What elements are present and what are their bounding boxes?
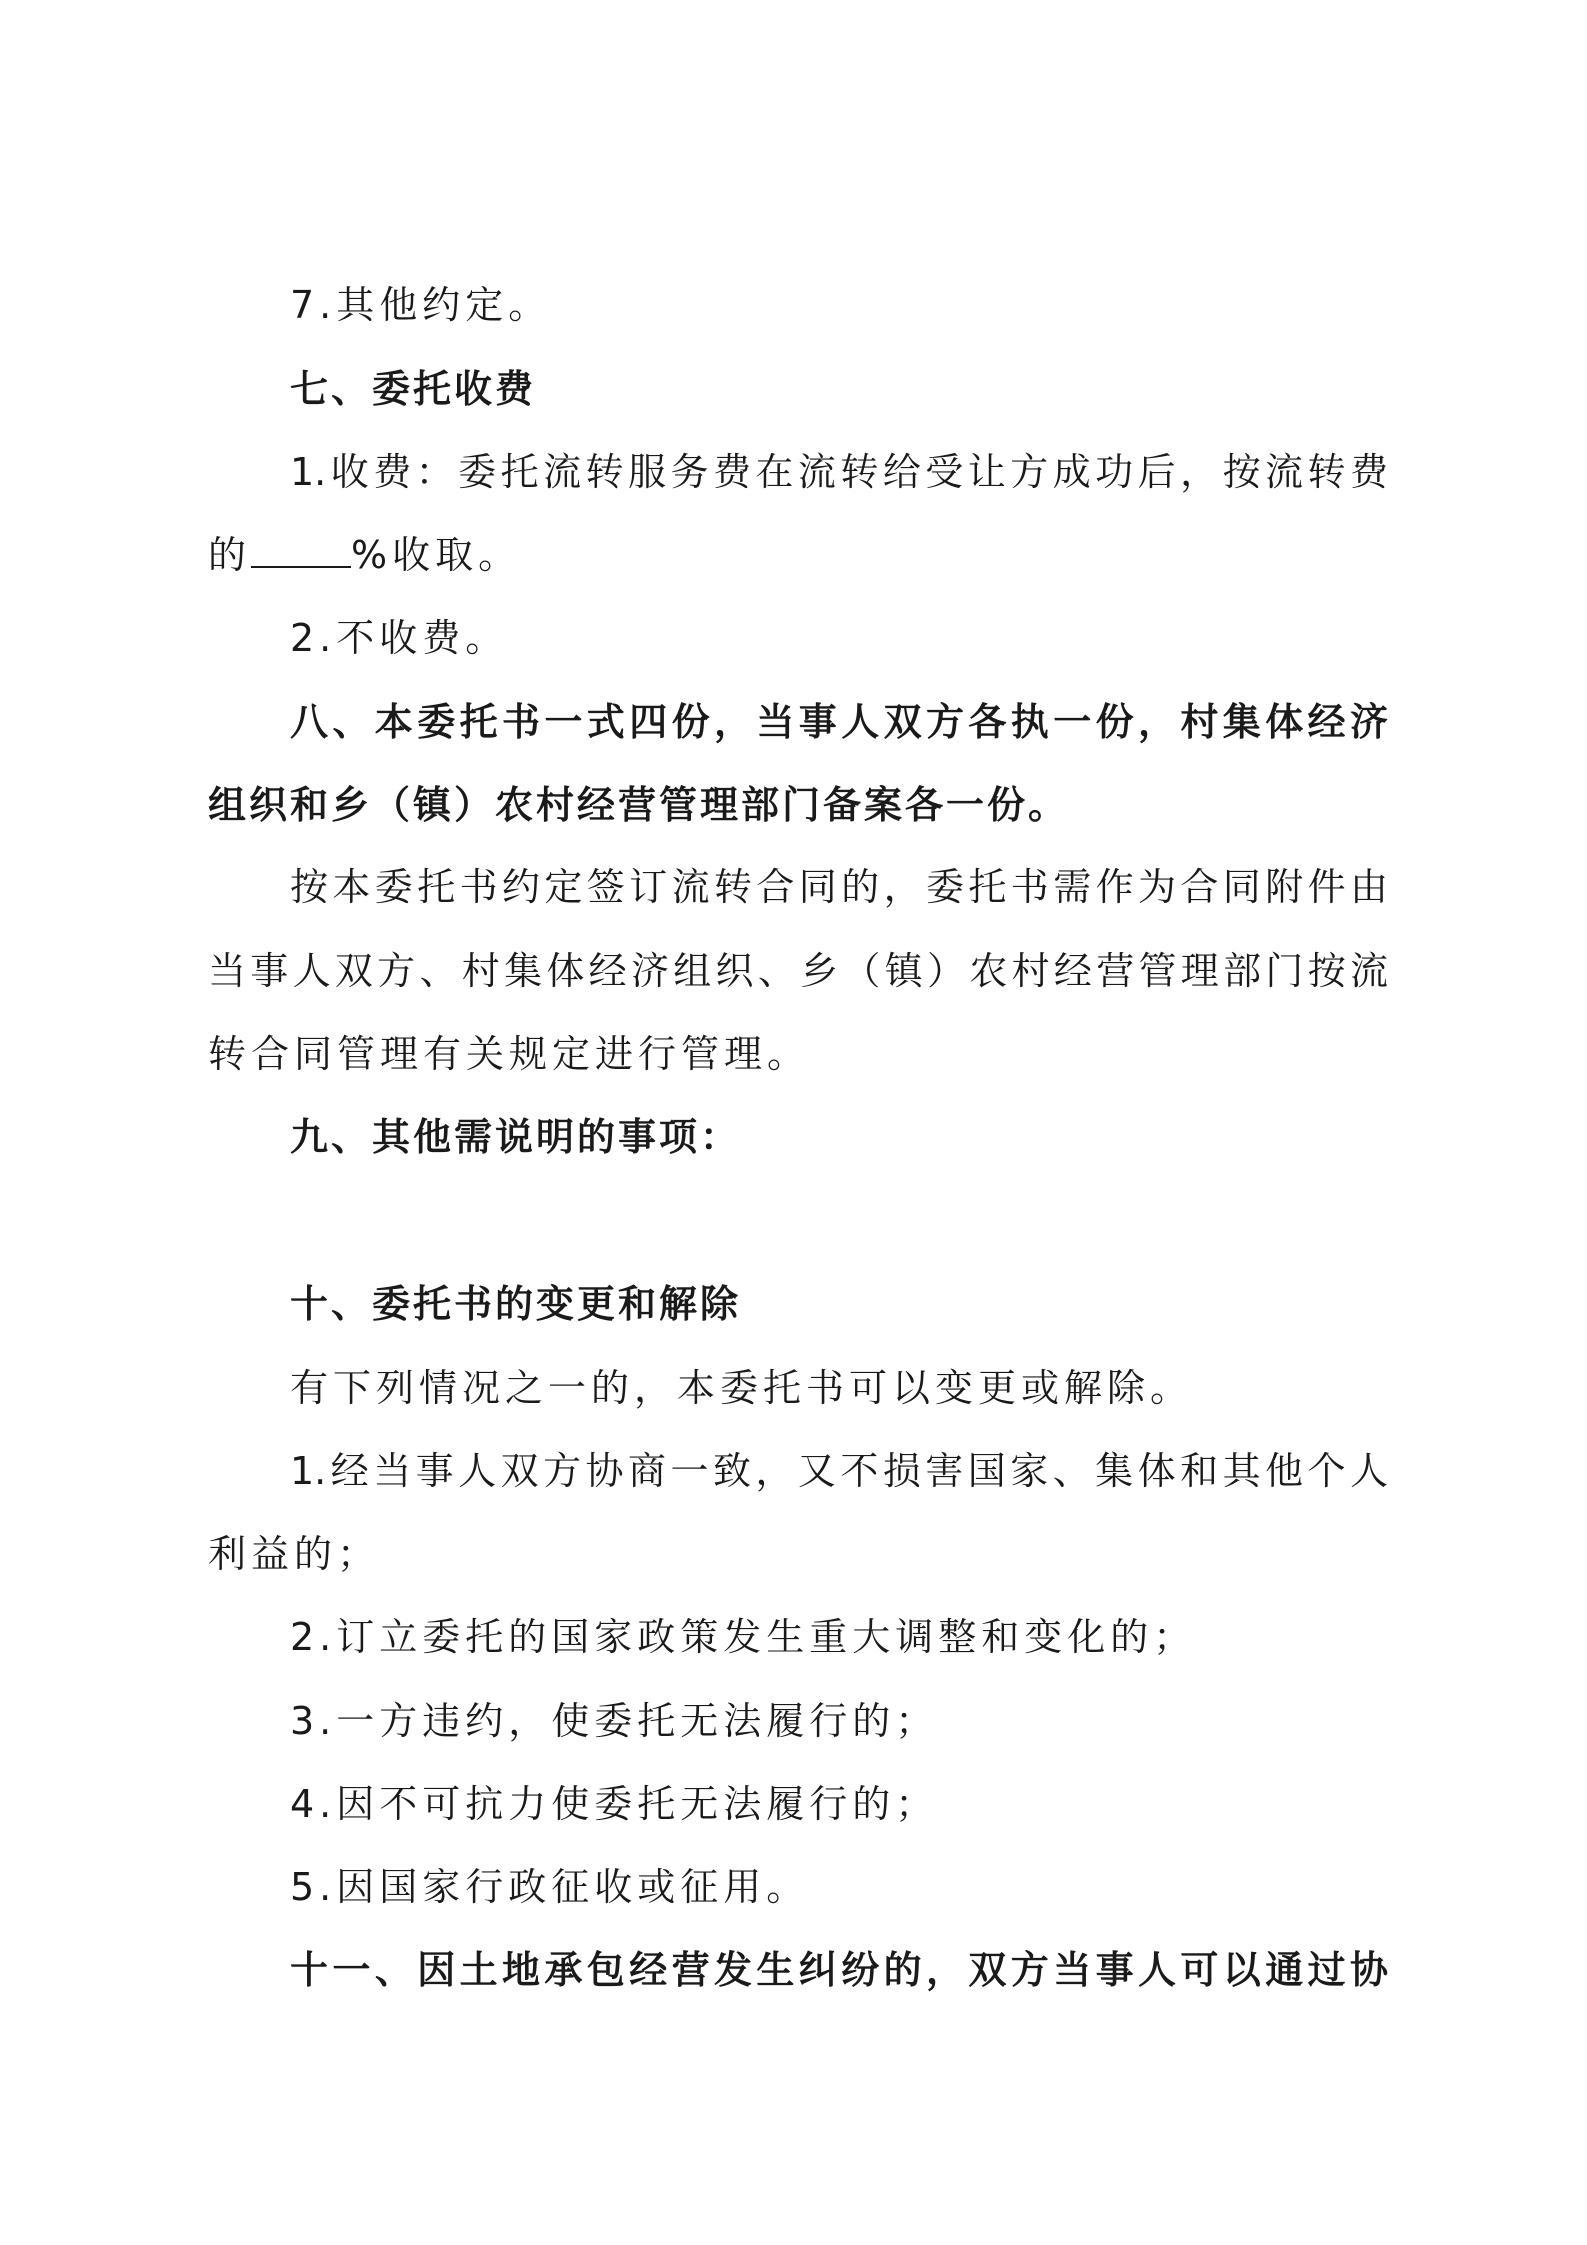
- change-item-1-line-1: 1.经当事人双方协商一致，又不损害国家、集体和其他个人: [290, 1449, 1388, 1493]
- fee-item-2: 2.不收费。: [290, 616, 509, 660]
- change-item-3: 3.一方违约，使委托无法履行的；: [290, 1699, 939, 1743]
- fee-percentage-blank: [251, 530, 351, 568]
- section-8-para-line-2: 当事人双方、村集体经济组织、乡（镇）农村经营管理部门按流: [208, 949, 1388, 993]
- fee-suffix-text: %收取。: [351, 533, 522, 577]
- section-8-para-line-1: 按本委托书约定签订流转合同的，委托书需作为合同附件由: [290, 865, 1388, 909]
- change-item-2: 2.订立委托的国家政策发生重大调整和变化的；: [290, 1615, 1197, 1659]
- section-8-heading-line-2: 组织和乡（镇）农村经营管理部门备案各一份。: [208, 783, 1070, 827]
- fee-prefix-text: 的: [208, 533, 252, 577]
- section-9-heading: 九、其他需说明的事项：: [290, 1115, 742, 1159]
- fee-item-1-line-1: 1.收费：委托流转服务费在流转给受让方成功后，按流转费: [290, 450, 1388, 494]
- section-8-heading-line-1: 八、本委托书一式四份，当事人双方各执一份，村集体经济: [290, 700, 1388, 744]
- section-11-heading-line-1: 十一、因土地承包经营发生纠纷的，双方当事人可以通过协: [290, 1948, 1388, 1992]
- section-10-intro: 有下列情况之一的，本委托书可以变更或解除。: [290, 1366, 1194, 1410]
- change-item-4: 4.因不可抗力使委托无法履行的；: [290, 1782, 939, 1826]
- section-7-heading: 七、委托收费: [290, 367, 537, 411]
- change-item-5: 5.因国家行政征收或征用。: [290, 1865, 810, 1909]
- item-7-other-agreements: 7.其他约定。: [290, 283, 552, 327]
- section-8-para-line-3: 转合同管理有关规定进行管理。: [208, 1032, 811, 1076]
- change-item-1-line-2: 利益的；: [208, 1532, 381, 1576]
- section-10-heading: 十、委托书的变更和解除: [290, 1282, 742, 1326]
- fee-item-1-line-2: [208, 530, 521, 580]
